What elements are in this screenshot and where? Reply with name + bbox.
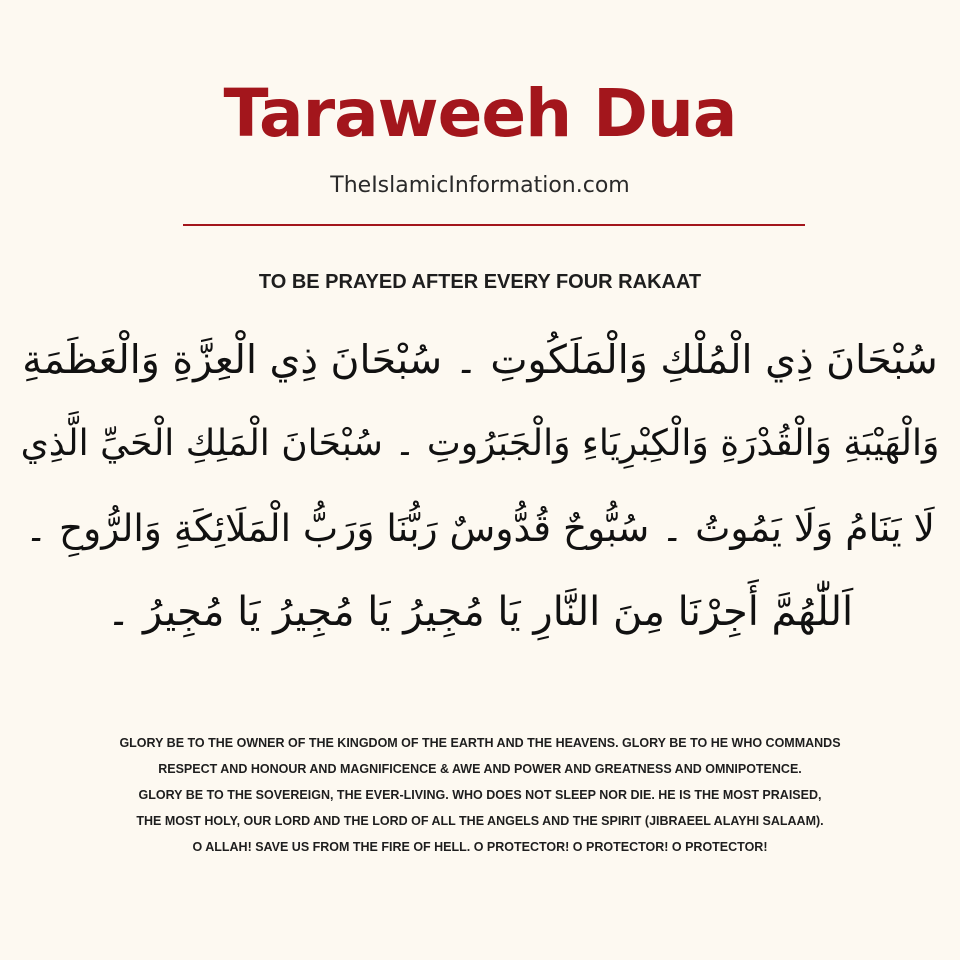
arabic-line-2: وَالْهَيْبَةِ وَالْقُدْرَةِ وَالْكِبْرِيَاءِ وَالْجَبَرُوتِ ۔ سُبْحَانَ الْمَلِكِ الْحَيِّ الَّذِي: [20, 423, 940, 464]
translation-line-1: GLORY BE TO THE OWNER OF THE KINGDOM OF THE EARTH AND THE HEAVENS. GLORY BE TO HE WHO COMMANDS: [119, 736, 841, 750]
translation-line-5: O ALLAH! SAVE US FROM THE FIRE OF HELL. O PROTECTOR! O PROTECTOR! O PROTECTOR!: [192, 840, 768, 854]
page-title: Taraweeh Dua: [223, 75, 737, 152]
arabic-line-4: اَللّٰهُمَّ أَجِرْنَا مِنَ النَّارِ يَا مُجِيرُ يَا مُجِيرُ يَا مُجِيرُ ۔: [106, 589, 854, 635]
translation-line-2: RESPECT AND HONOUR AND MAGNIFICENCE & AWE AND POWER AND GREATNESS AND OMNIPOTENCE.: [158, 762, 802, 776]
website-label: TheIslamicInformation.com: [330, 173, 630, 198]
arabic-line-3: لَا يَنَامُ وَلَا يَمُوتُ ۔ سُبُّوحٌ قُدُّوسٌ رَبُّنَا وَرَبُّ الْمَلَائِكَةِ وَالرُّوحِ ۔: [25, 506, 935, 550]
translation-line-4: THE MOST HOLY, OUR LORD AND THE LORD OF ALL THE ANGELS AND THE SPIRIT (JIBRAEEL ALAYHI SALAAM).: [136, 814, 824, 828]
translation-line-3: GLORY BE TO THE SOVEREIGN, THE EVER-LIVING. WHO DOES NOT SLEEP NOR DIE. HE IS THE MOST PRAISED,: [138, 788, 822, 802]
instruction-heading: TO BE PRAYED AFTER EVERY FOUR RAKAAT: [258, 271, 702, 293]
english-translation: [20, 730, 940, 860]
arabic-dua: [20, 318, 940, 654]
arabic-line-1: سُبْحَانَ ذِي الْمُلْكِ وَالْمَلَكُوتِ ۔ سُبْحَانَ ذِي الْعِزَّةِ وَالْعَظَمَةِ: [22, 337, 938, 383]
title-divider: [183, 224, 805, 226]
